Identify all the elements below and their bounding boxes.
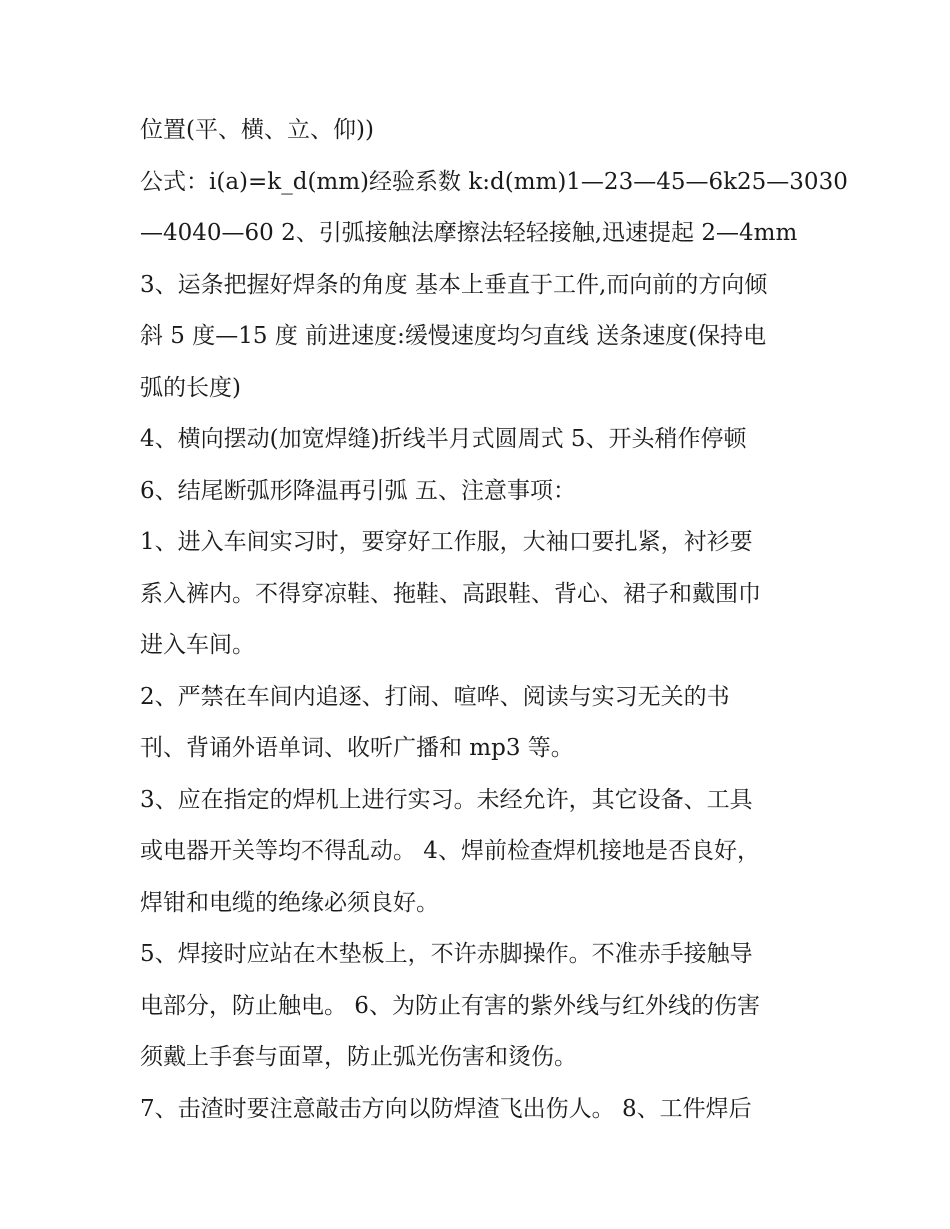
text-line: 系入裤内。不得穿凉鞋、拖鞋、高跟鞋、背心、裙子和戴围巾: [140, 580, 761, 607]
text-line: 须戴上手套与面罩，防止弧光伤害和烫伤。: [140, 1044, 577, 1070]
text-line: 或电器开关等均不得乱动。 4、焊前检查焊机接地是否良好，: [140, 838, 760, 864]
text-line: 3、运条把握好焊条的角度 基本上垂直于工件,而向前的方向倾: [140, 271, 768, 298]
text-line: 1、进入车间实习时，要穿好工作服，大袖口要扎紧，衬衫要: [140, 529, 753, 555]
text-line: —4040—60 2、引弧接触法摩擦法轻轻接触,迅速提起 2—4mm: [140, 220, 798, 246]
text-line: 7、击渣时要注意敲击方向以防焊渣飞出伤人。 8、工件焊后: [140, 1095, 752, 1122]
text-line: 位置(平、横、立、仰)): [140, 117, 374, 143]
text-line: 2、严禁在车间内追逐、打闹、喧哗、阅读与实习无关的书: [140, 683, 730, 710]
text-line: 焊钳和电缆的绝缘必须良好。: [140, 889, 439, 916]
text-line: 5、焊接时应站在木垫板上，不许赤脚操作。不准赤手接触导: [140, 941, 753, 967]
text-line: 3、应在指定的焊机上进行实习。未经允许，其它设备、工具: [140, 786, 753, 813]
text-line: 刊、背诵外语单词、收听广播和 mp3 等。: [140, 735, 574, 761]
text-line: 4、横向摆动(加宽焊缝)折线半月式圆周式 5、开头稍作停顿: [140, 426, 747, 452]
body-text: [140, 108, 848, 1138]
text-line: 进入车间。: [140, 632, 255, 658]
text-line: 公式：i(a)=k_d(mm)经验系数 k:d(mm)1—23—45—6k25—3030: [140, 168, 848, 195]
text-line: 斜 5 度—15 度 前进速度:缓慢速度均匀直线 送条速度(保持电: [140, 323, 767, 349]
text-line: 弧的长度): [140, 374, 241, 401]
text-line: 6、结尾断弧形降温再引弧 五、注意事项：: [140, 477, 576, 504]
text-line: 电部分，防止触电。 6、为防止有害的紫外线与红外线的伤害: [140, 992, 760, 1019]
